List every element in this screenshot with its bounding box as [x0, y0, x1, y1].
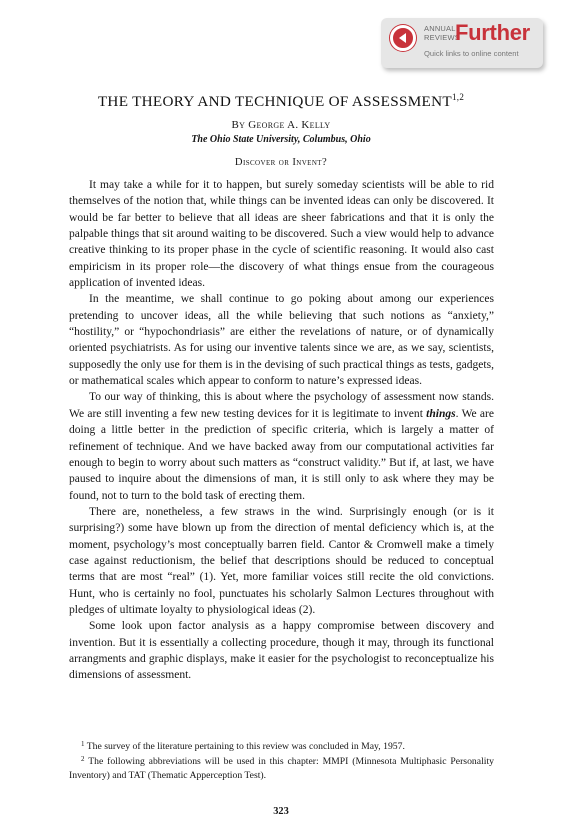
footnote-2: $^2$ The following abbreviations will be used in this chapter: MMPI (Minnesota Multiphasic Personality Inventory) and TAT (Thematic Apperception Test).: [69, 755, 494, 781]
title-footnote-marks: 1,2: [451, 92, 465, 102]
paragraph-4: There are, nonetheless, a few straws in the wind. Surprisingly enough (or is it surprising?) some have blown up from the direction of mental deficiency which is, at the moment, psychology’s most conceptually barren field. Cantor & Cromwell make a timely case against reductionism, the belief that descriptions should be reduced to conceptual terms that are most “real” (1). Yet, more familiar voices still recite the old convictions. Hunt, who is certainly no fool, punctuates his scholarly Salmon Lectures throughout with pledges of ultimate loyalty to physiological ideas (2).: [69, 505, 494, 616]
article-title: [0, 92, 562, 111]
section-heading: Discover or Invent?: [234, 157, 328, 168]
emphasis-things: things: [426, 407, 456, 420]
affiliation-line: The Ohio State University, Columbus, Ohio: [191, 134, 371, 145]
article-title-text: THE THEORY AND TECHNIQUE OF ASSESSMENT: [97, 93, 452, 110]
author-line: By George A. Kelly: [231, 119, 331, 131]
badge-subtitle: Quick links to online content: [424, 49, 519, 58]
article-body: [69, 177, 494, 684]
paragraph-5: Some look upon factor analysis as a happy compromise between discovery and invention. But it is essentially a collecting procedure, though it may, through its functional arrangments and graphic displays, make it easier for the psychologist to reconceptualize his dimensions of assessment.: [69, 620, 494, 682]
page-number: 323: [273, 806, 289, 817]
paragraph-2: In the meantime, we shall continue to go poking about among our experiences pretending to uncover ideas, all the while believing that such notions as “anxiety,” “hostility,” or “hypochondriasis” are either the revelations of nature, or of dynamically oriented psychiatrists. As for using our inventive talents since we are, as we say, scientists, supposedly the only use for them is in the devising of such practical things as tests, gadgets, or mathematical scales which appear to conform to nature’s expressed ideas.: [69, 293, 494, 388]
badge-brand: Further: [455, 20, 530, 45]
paragraph-3: To our way of thinking, this is about where the psychology of assessment now stands. We are still inventing a few new testing devices for it is legitimate to invent things. We are doing a little better in the prediction of specific criteria, which is largely a matter of refinement of technique. And we have backed away from our computational activities far enough to begin to worry about such matters as “construct validity.” But if, at last, we have paused to inquire about the dimensions of man, it is still only to ask where they may be found, not to turn to the bold task of erecting them.: [69, 391, 494, 502]
annual-reviews-logo-icon: [390, 25, 416, 51]
further-badge[interactable]: [381, 18, 543, 68]
badge-publisher-label: ANNUAL REVIEWS: [424, 24, 460, 42]
footnotes: [69, 738, 494, 782]
paragraph-1: It may take a while for it to happen, but surely someday scientists will be able to rid themselves of the notion that, while things can be invented ideas can only be discovered. It would be far better to believe that all ideas are sheer fabrications and that it is only the palpable things that sit around waiting to be discovered. Such a view would help to advance creative thinking to its proper phase in the cycle of scientific reasoning. It would also cast empiricism in its proper role—the discovery of what things ensue from the courageous application of invented ideas.: [69, 179, 494, 290]
footnote-1: $^1$ The survey of the literature pertaining to this review was concluded in May, 1957.: [81, 740, 405, 752]
